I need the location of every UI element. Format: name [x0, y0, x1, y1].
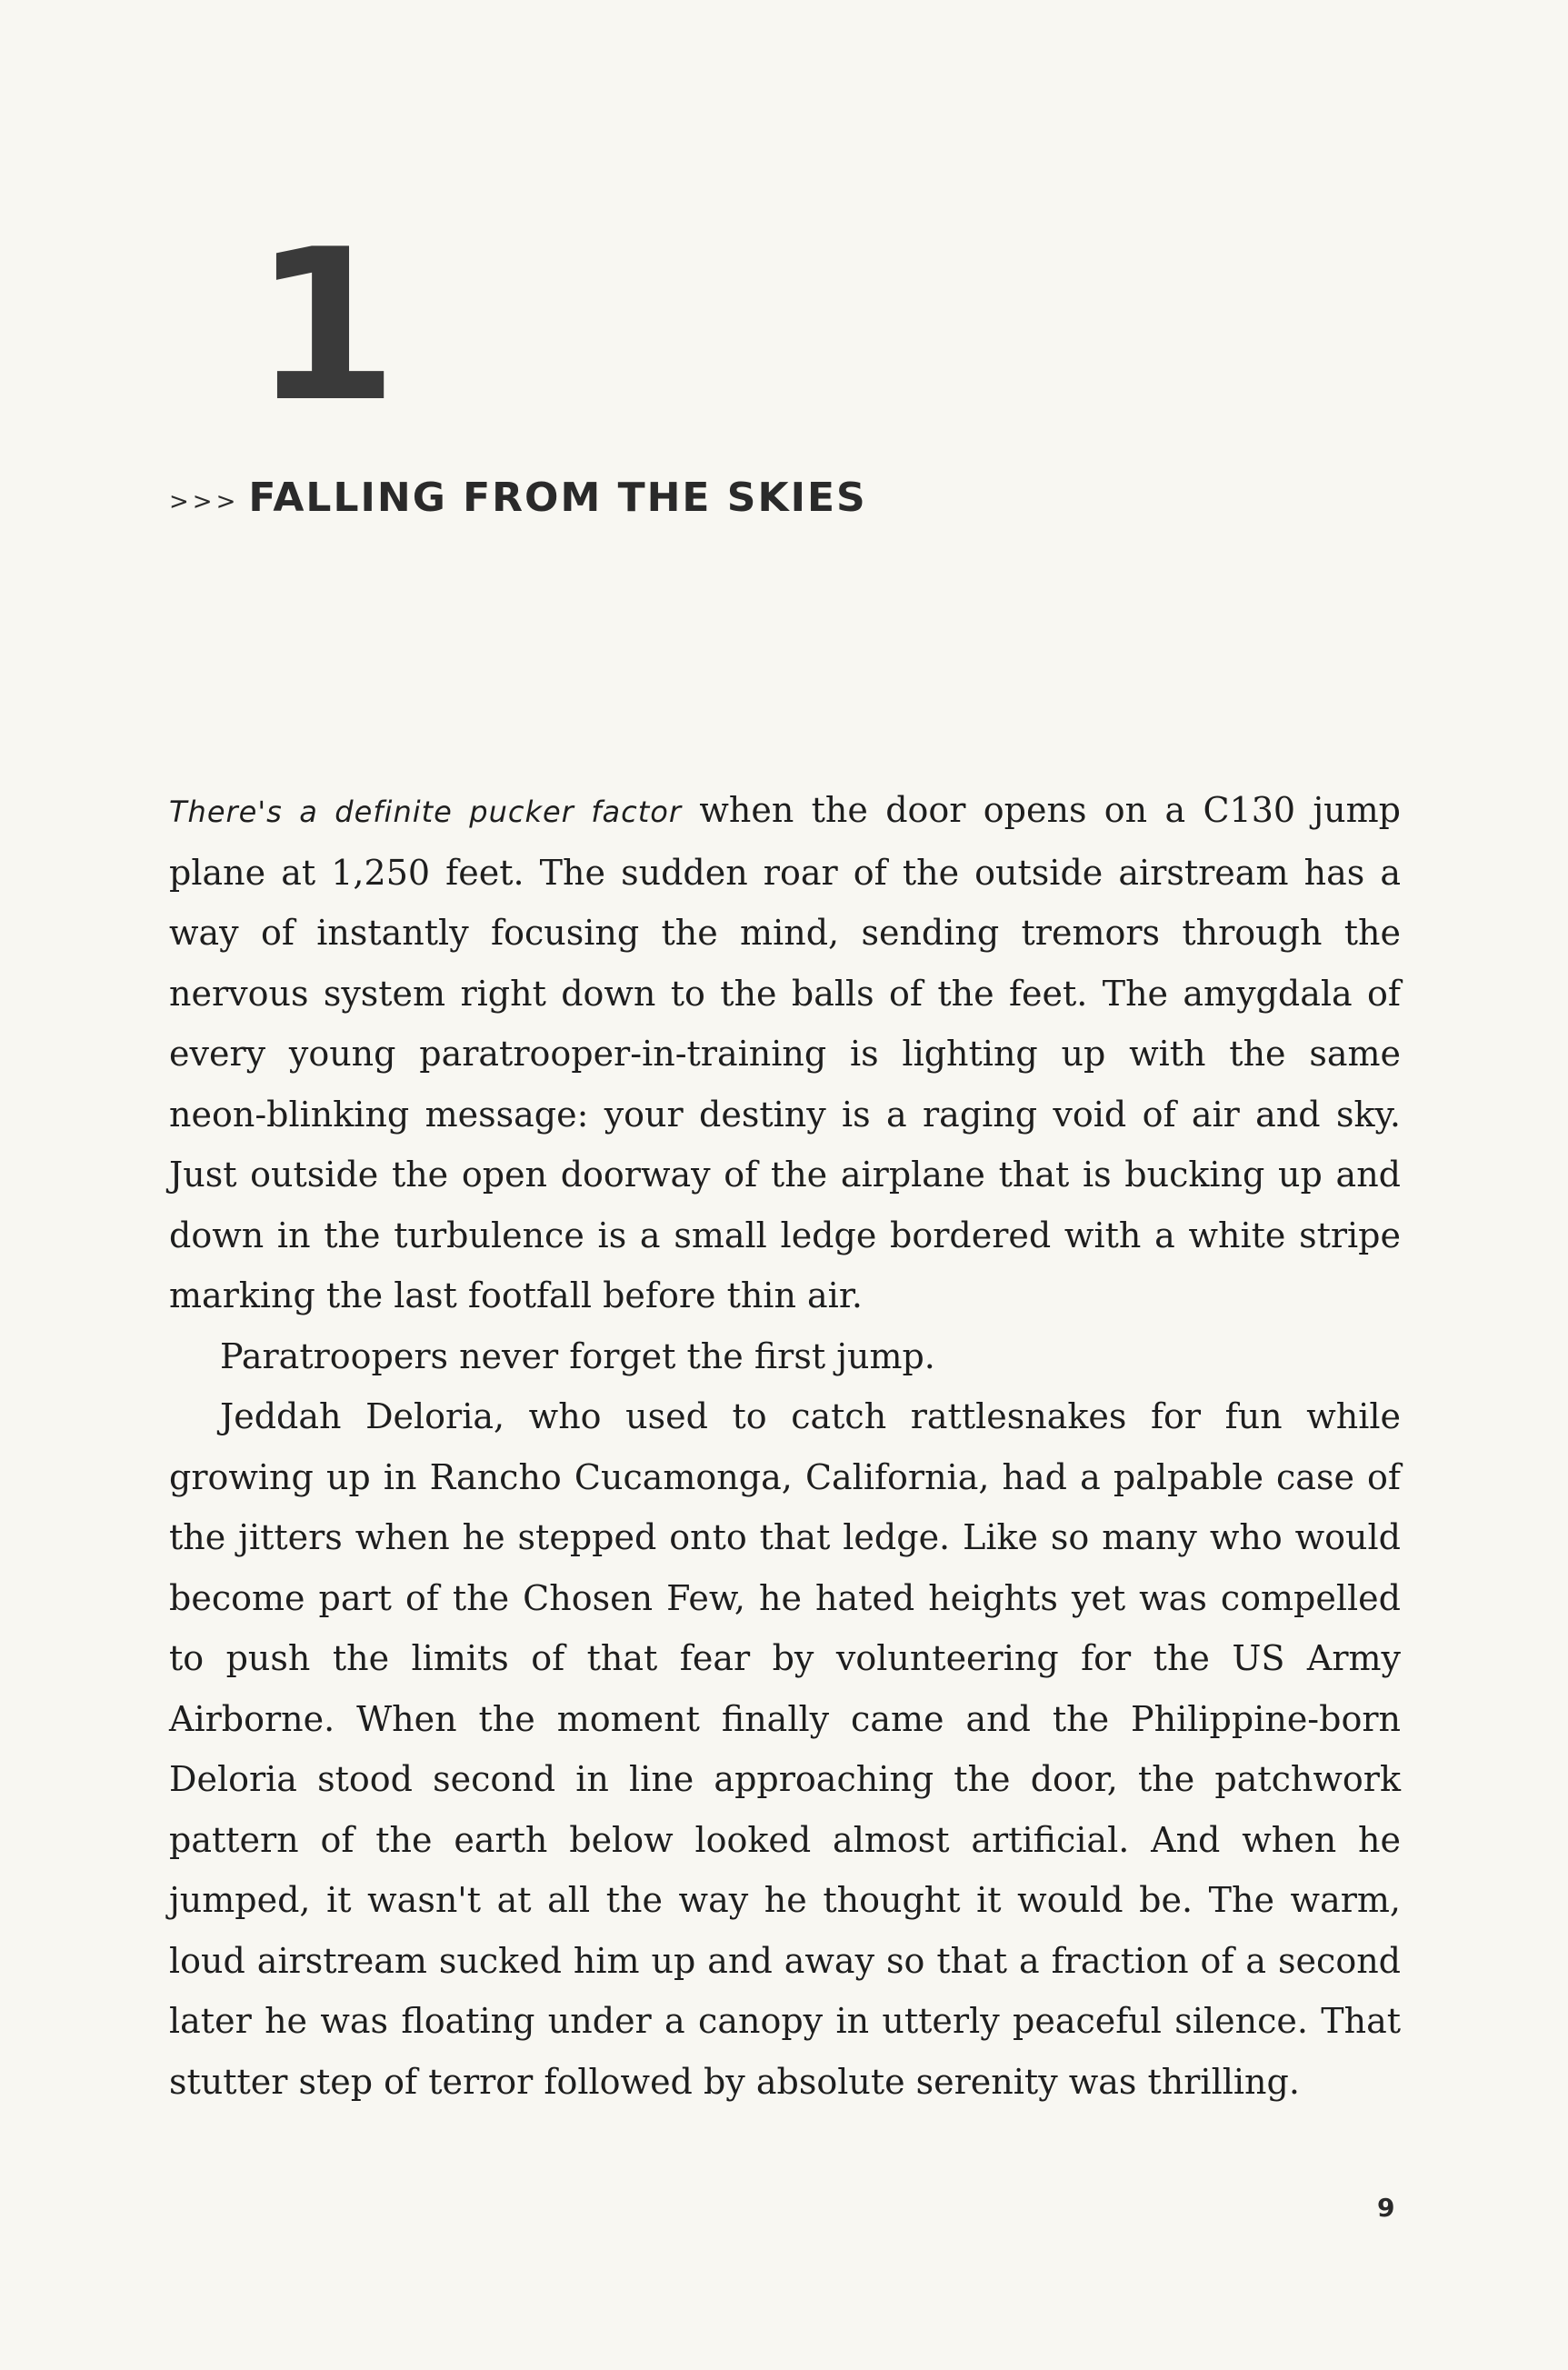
paragraph-3: Jeddah Deloria, who used to catch rattlesnakes for fun while growing up in Rancho Cucamonga, California, had a palpable case of the jitters when he stepped onto that ledge. Like so many who would become part of the Chosen Few, he hated heights yet was compelled to push the limits of that fear by volunteering for the US Army Airborne. When the moment finally came and the Philippine-born Deloria stood second in line approaching the door, the patchwork pattern of the earth below looked almost artificial. And when he jumped, it wasn't at all the way he thought it would be. The warm, loud airstream sucked him up and away so that a fraction of a second later he was floating under a canopy in utterly peaceful silence. That stutter step of terror followed by absolute serenity was thrilling. [169, 1396, 1401, 2102]
chapter-title: FALLING FROM THE SKIES [248, 475, 867, 521]
chapter-heading [169, 475, 867, 521]
lead-in-text: There's a definite pucker factor [169, 795, 683, 829]
chapter-arrows: >>> [169, 488, 240, 515]
paragraph-1-text: when the door opens on a C130 jump plane at 1,250 feet. The sudden roar of the outside airstream has a way of instantly focusing the mind, sending tremors through the nervous system right down to the balls of the feet. The amygdala of every young paratrooper-in-training is lighting up with the same neon-blinking message: your destiny is a raging void of air and sky. Just outside the open doorway of the airplane that is bucking up and down in the turbulence is a small ledge bordered with a white stripe marking the last footfall before thin air. [169, 790, 1402, 1315]
page-number: 9 [1377, 2193, 1395, 2223]
paragraph-1 [169, 780, 1401, 1326]
chapter-body [169, 780, 1401, 2112]
paragraph-2: Paratroopers never forget the first jump. [220, 1335, 935, 1376]
chapter-number: 1 [253, 205, 399, 448]
